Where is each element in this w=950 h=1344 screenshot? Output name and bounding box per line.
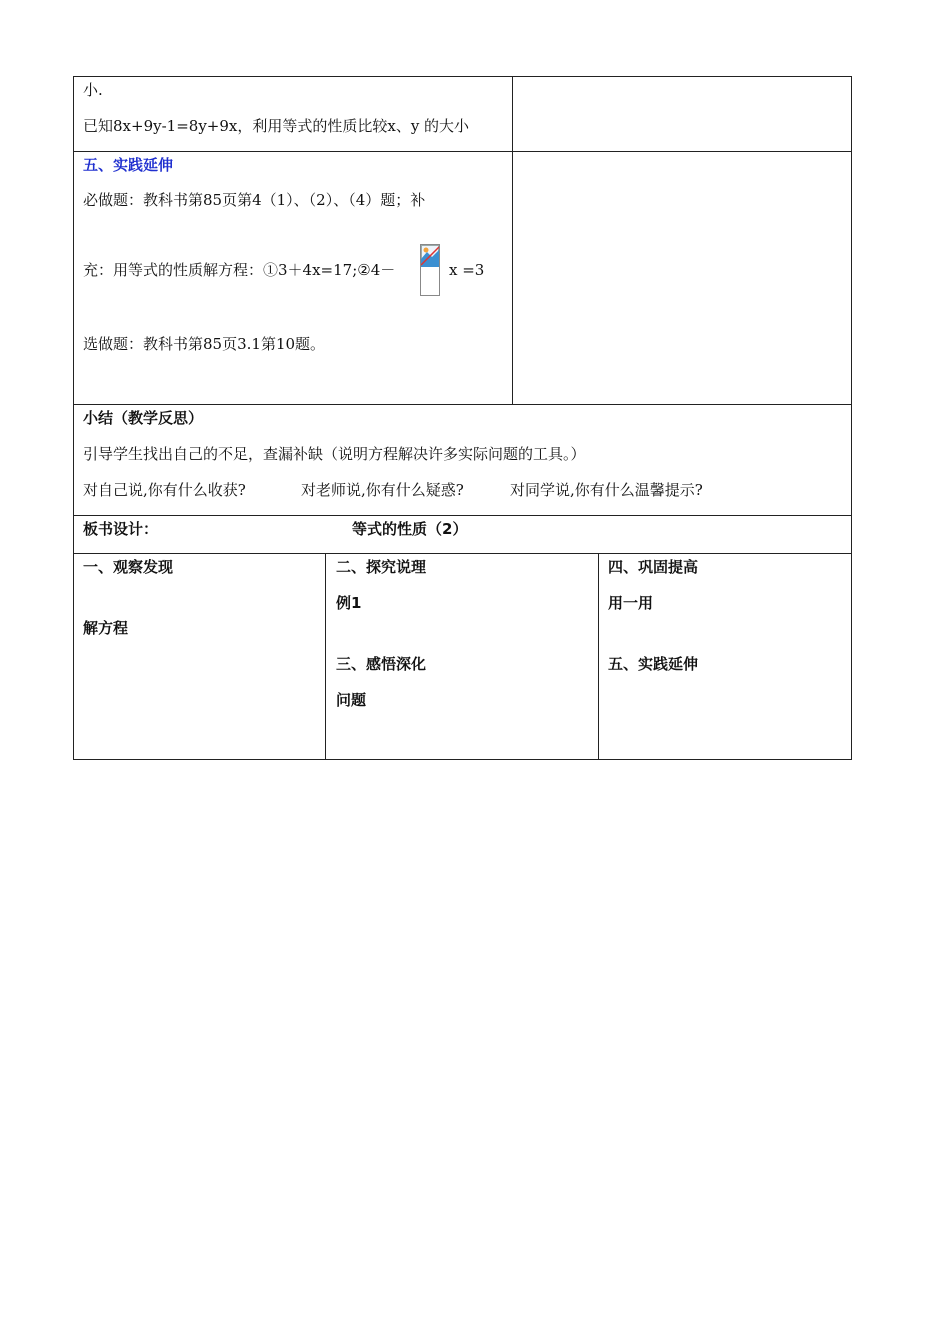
table-right-border: [851, 76, 852, 760]
board-col2-item-2: 问题: [336, 691, 367, 709]
board-design-title: 等式的性质（2）: [352, 520, 468, 538]
row-divider-2: [73, 404, 852, 405]
practice-line-2: 已知8x+9y-1=8y+9x，利用等式的性质比较x、y 的大小: [83, 117, 470, 135]
required-homework-line-1: 必做题：教科书第85页第4（1）、（2）、（4）题；补: [83, 191, 426, 209]
required-homework-line-2-suffix: x =3: [449, 261, 485, 279]
table-bottom-border: [73, 759, 852, 760]
column-divider-main: [512, 76, 513, 404]
summary-line-1: 引导学生找出自己的不足，查漏补缺（说明方程解决许多实际问题的工具。）: [83, 445, 586, 463]
board-col2-item: 例1: [336, 594, 362, 612]
required-homework-line-2: 充：用等式的性质解方程：①3＋4x=17;②4－: [83, 261, 396, 279]
board-col3-heading: 四、巩固提高: [608, 558, 699, 576]
table-top-border: [73, 76, 852, 77]
fraction-image-placeholder: [420, 244, 440, 296]
summary-question-self: 对自己说,你有什么收获?: [83, 481, 246, 499]
board-col1-heading: 一、观察发现: [83, 558, 174, 576]
board-column-divider-2: [598, 553, 599, 759]
section5-heading: 五、实践延伸: [83, 156, 174, 174]
row-divider-4: [73, 553, 852, 554]
practice-line-1: 小.: [83, 81, 103, 99]
board-col1-item: 解方程: [83, 619, 129, 637]
table-left-border: [73, 76, 74, 760]
board-col2-heading: 二、探究说理: [336, 558, 427, 576]
board-col3-heading-2: 五、实践延伸: [608, 655, 699, 673]
board-col2-heading-2: 三、感悟深化: [336, 655, 427, 673]
row-divider-3: [73, 515, 852, 516]
optional-homework: 选做题：教科书第85页3.1第10题。: [83, 335, 326, 353]
board-design-label: 板书设计：: [83, 520, 159, 538]
summary-heading: 小结（教学反思）: [83, 409, 204, 427]
board-col3-item: 用一用: [608, 594, 654, 612]
board-column-divider-1: [325, 553, 326, 759]
summary-question-classmates: 对同学说,你有什么温馨提示?: [510, 481, 703, 499]
summary-question-teacher: 对老师说,你有什么疑惑?: [301, 481, 464, 499]
broken-image-icon: [421, 245, 439, 267]
row-divider-1: [73, 151, 852, 152]
